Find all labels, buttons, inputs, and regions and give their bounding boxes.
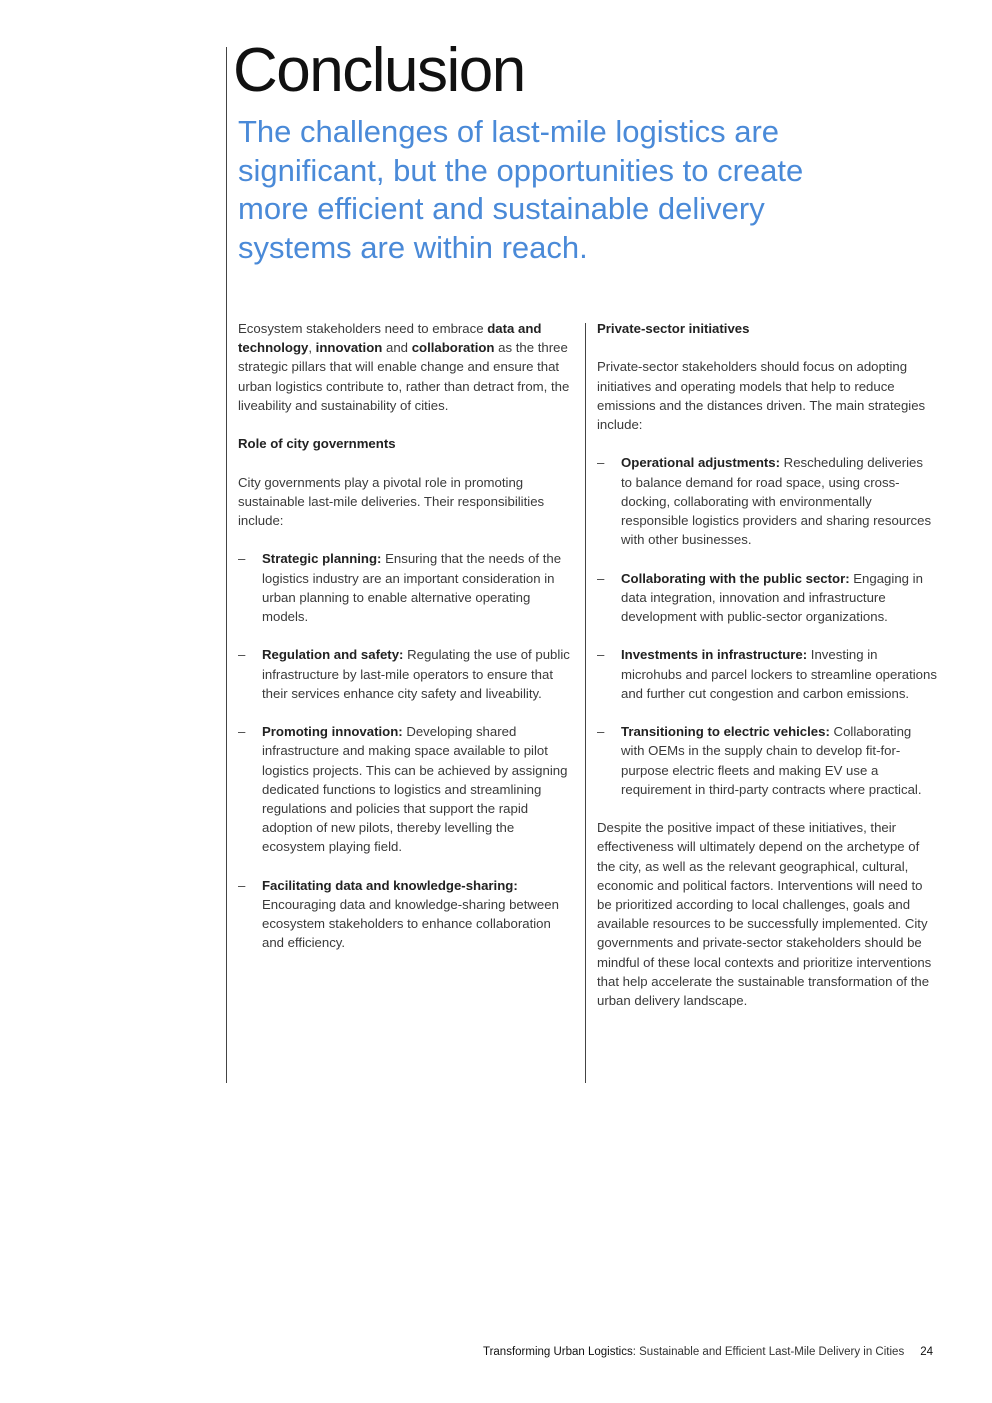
page-title: Conclusion [233, 36, 525, 105]
list-item-facilitating-data-sharing [238, 876, 574, 953]
page-subtitle: The challenges of last-mile logistics are significant, but the opportunities to create more efficient and sustainable delivery systems are within reach. [238, 114, 804, 265]
private-sector-lead: Private-sector stakeholders should focus on adopting initiatives and operating models that help to reduce emissions and the distances driven. The main strategies include: [597, 359, 926, 432]
left-vertical-rule [226, 47, 227, 1083]
dash-bullet: – [597, 724, 605, 740]
heading-private-sector-initiatives: Private-sector initiatives [597, 321, 750, 336]
dash-bullet: – [597, 455, 605, 471]
page-number: 24 [920, 1346, 933, 1358]
item-title: Facilitating data and knowledge-sharing: [262, 877, 518, 893]
dash-bullet: – [597, 570, 605, 586]
heading-role-of-city-governments: Role of city governments [238, 436, 396, 452]
intro-text-4: as the three strategic pillars that will enable change and ensure that urban logistics contribute to, rather than detract from, the liveability and sustainability of cities. [238, 340, 570, 413]
dash-bullet: – [597, 647, 605, 663]
dash-bullet: – [238, 551, 246, 567]
item-text: Engaging in data integration, innovation and infrastructure development with public-sector organizations. [621, 570, 923, 624]
item-title: Collaborating with the public sector: [621, 570, 850, 586]
intro-bold-innovation: innovation [315, 340, 383, 356]
city-governments-lead: City governments play a pivotal role in promoting sustainable last-mile deliveries. Their responsibilities include: [238, 474, 545, 528]
private-sector-list [597, 453, 937, 799]
footer-report-title: Transforming Urban Logistics [482, 1346, 633, 1358]
intro-text-2: , [308, 340, 316, 356]
item-title: Regulation and safety: [262, 647, 404, 663]
intro-paragraph [238, 319, 574, 415]
list-item-electric-vehicles [597, 722, 937, 799]
list-item-promoting-innovation [238, 722, 574, 856]
intro-text-1: Ecosystem stakeholders need to embrace [238, 321, 488, 336]
intro-bold-data-technology: data and technology [238, 321, 542, 356]
item-text: Rescheduling deliveries to balance demand for road space, using cross-docking, collaborating with environmentally responsible logistics providers and sharing resources with other businesses. [621, 455, 932, 548]
right-column [597, 319, 937, 1029]
item-title: Transitioning to electric vehicles: [621, 724, 830, 740]
dash-bullet: – [238, 724, 246, 740]
list-item-operational-adjustments [597, 453, 937, 549]
item-text: Developing shared infrastructure and making space available to pilot logistics projects. This can be achieved by assigning dedicated functions to logistics and streamlining regulations and policies that support the rapid adoption of new pilots, thereby levelling the ecosystem playing field. [262, 724, 568, 855]
intro-text-3: and [382, 340, 412, 356]
list-item-collaborating-public-sector [597, 569, 937, 627]
item-title: Investments in infrastructure: [621, 647, 808, 663]
page-footer [0, 1346, 933, 1358]
dash-bullet: – [238, 877, 246, 893]
left-column [238, 319, 574, 972]
item-text: Collaborating with OEMs in the supply chain to develop fit-for-purpose electric fleets and making EV use a requirement in third-party contracts where practical. [621, 724, 922, 797]
item-title: Operational adjustments: [621, 455, 781, 471]
item-title: Strategic planning: [262, 551, 382, 567]
item-text: Investing in microhubs and parcel lockers to streamline operations and further cut congestion and carbon emissions. [621, 647, 937, 701]
item-text: Regulating the use of public infrastructure by last-mile operators to ensure that their services enhance city safety and liveability. [262, 647, 570, 701]
list-item-regulation-and-safety [238, 645, 574, 703]
footer-separator: : [632, 1346, 640, 1358]
item-text: Encouraging data and knowledge-sharing between ecosystem stakeholders to enhance collaboration and efficiency. [262, 897, 559, 951]
item-title: Promoting innovation: [262, 724, 403, 740]
list-item-investments-infrastructure [597, 645, 937, 703]
column-divider-rule [585, 323, 586, 1083]
city-governments-list [238, 549, 574, 952]
list-item-strategic-planning [238, 549, 574, 626]
closing-paragraph: Despite the positive impact of these initiatives, their effectiveness will ultimately depend on the archetype of the city, as well as the relevant geographical, cultural, economic and political factors. Interventions will need to be prioritized according to local challenges, goals and available resources to be successfully implemented. City governments and private-sector stakeholders should be mindful of these local contexts and prioritize interventions that help accelerate the sustainable transformation of the urban delivery landscape. [597, 820, 932, 1009]
intro-bold-collaboration: collaboration [411, 340, 495, 356]
footer-report-subtitle: Sustainable and Efficient Last-Mile Delivery in Cities [639, 1346, 905, 1358]
dash-bullet: – [238, 647, 246, 663]
item-text: Ensuring that the needs of the logistics industry are an important consideration in urban planning to enable alternative operating models. [262, 551, 562, 624]
